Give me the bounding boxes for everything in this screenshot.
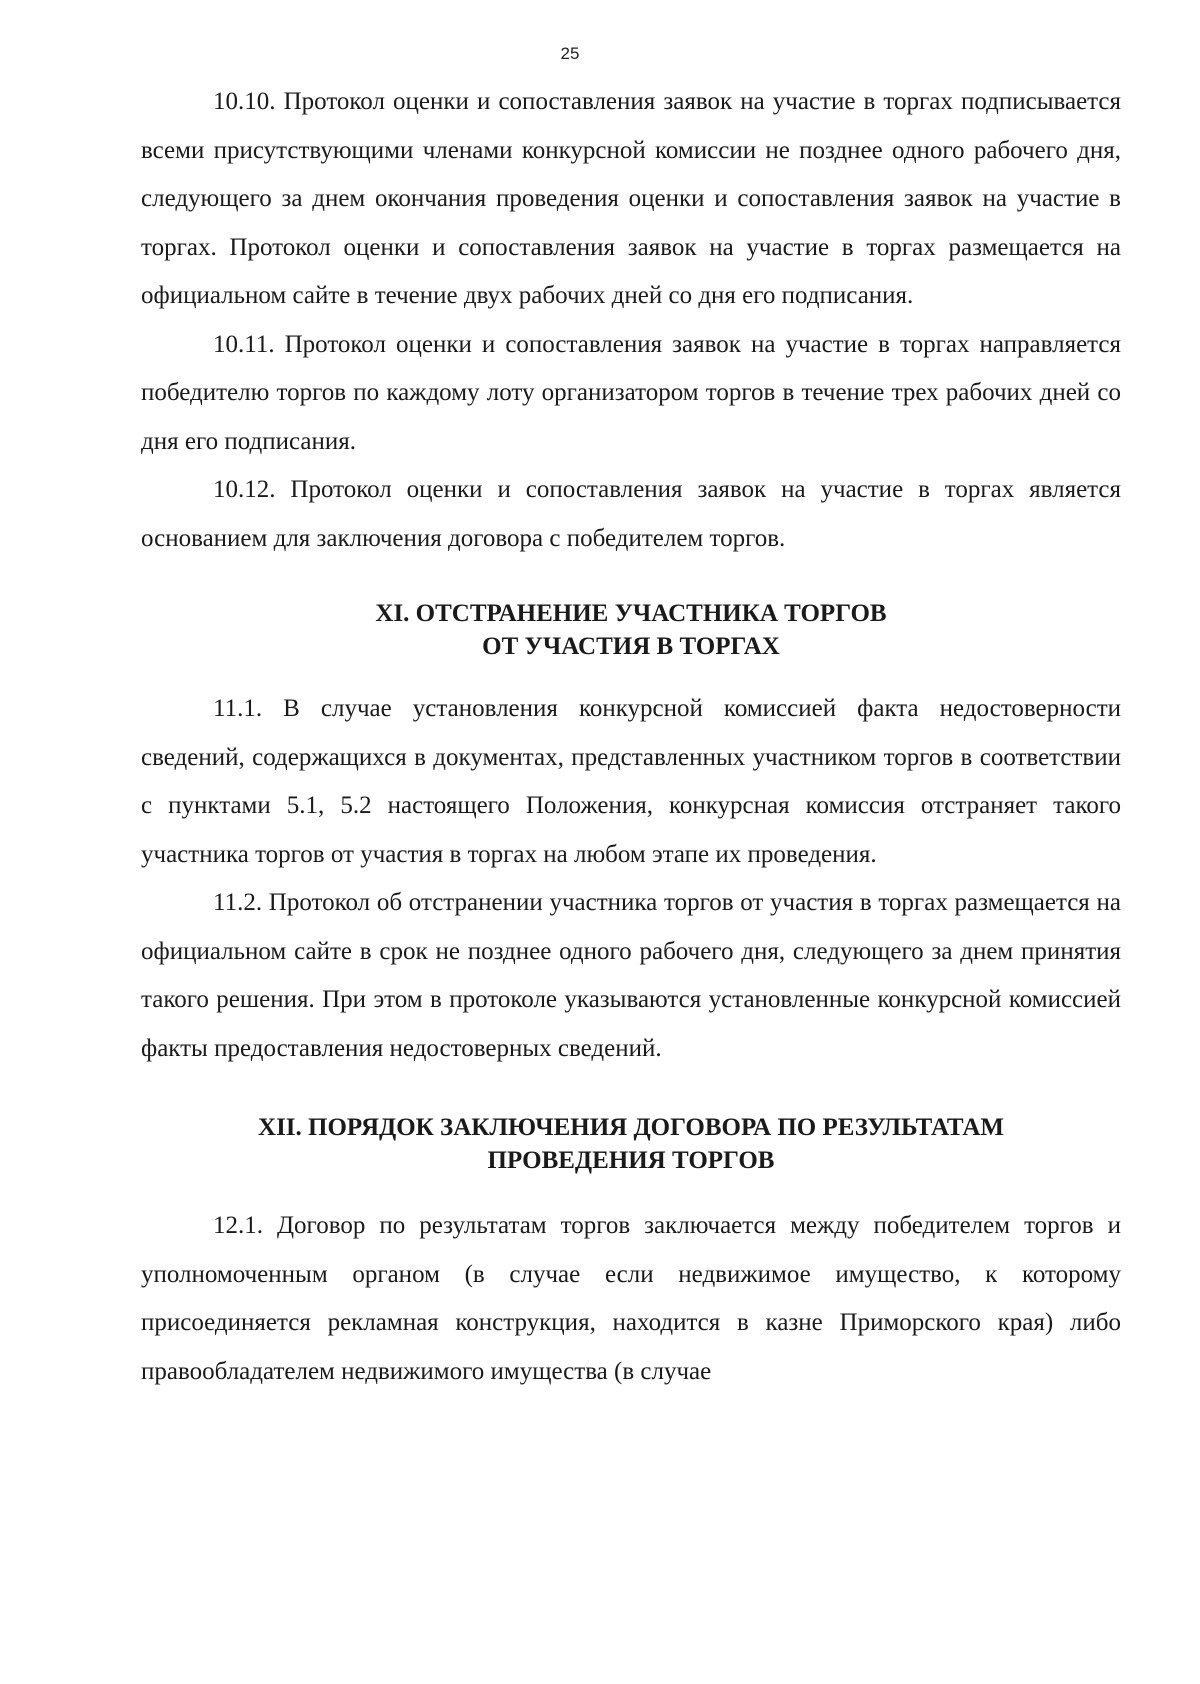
section-heading-xii	[141, 1111, 1121, 1177]
paragraph-11-2: 11.2. Протокол об отстранении участника торгов от участия в торгах размещается на официальном сайте в срок не позднее одного рабочего дня, следующего за днем принятия такого решения. При этом в протоколе указываются установленные конкурсной комиссией факты предоставления недостоверных сведений.	[141, 889, 1121, 1062]
section-heading-xi-line-2: ОТ УЧАСТИЯ В ТОРГАХ	[482, 633, 780, 660]
page-number: 25	[560, 44, 580, 63]
section-heading-xii-line-1: XII. ПОРЯДОК ЗАКЛЮЧЕНИЯ ДОГОВОРА ПО РЕЗУЛЬТАТАМ	[258, 1114, 1004, 1141]
paragraph-10-12: 10.12. Протокол оценки и сопоставления заявок на участие в торгах является основанием для заключения договора с победителем торгов.	[141, 476, 1121, 552]
section-heading-xii-line-2: ПРОВЕДЕНИЯ ТОРГОВ	[487, 1147, 775, 1174]
section-heading-xi	[141, 597, 1121, 663]
section-heading-xi-line-1: XI. ОТСТРАНЕНИЕ УЧАСТНИКА ТОРГОВ	[375, 600, 887, 627]
paragraph-10-10: 10.10. Протокол оценки и сопоставления заявок на участие в торгах подписывается всеми присутствующими членами конкурсной комиссии не позднее одного рабочего дня, следующего за днем окончания проведения оценки и сопоставления заявок на участие в торгах. Протокол оценки и сопоставления заявок на участие в торгах размещается на официальном сайте в течение двух рабочих дней со дня его подписания.	[141, 88, 1121, 309]
paragraph-11-1: 11.1. В случае установления конкурсной комиссией факта недостоверности сведений, содержащихся в документах, представленных участником торгов в соответствии с пунктами 5.1, 5.2 настоящего Положения, конкурсная комиссия отстраняет такого участника торгов от участия в торгах на любом этапе их проведения.	[141, 695, 1121, 868]
paragraph-10-11: 10.11. Протокол оценки и сопоставления заявок на участие в торгах направляется победителю торгов по каждому лоту организатором торгов в течение трех рабочих дней со дня его подписания.	[141, 330, 1121, 455]
paragraph-12-1: 12.1. Договор по результатам торгов заключается между победителем торгов и уполномоченным органом (в случае если недвижимое имущество, к которому присоединяется рекламная конструкция, находится в казне Приморского края) либо правообладателем недвижимого имущества (в случае	[141, 1212, 1121, 1385]
document-body	[141, 78, 1121, 1396]
